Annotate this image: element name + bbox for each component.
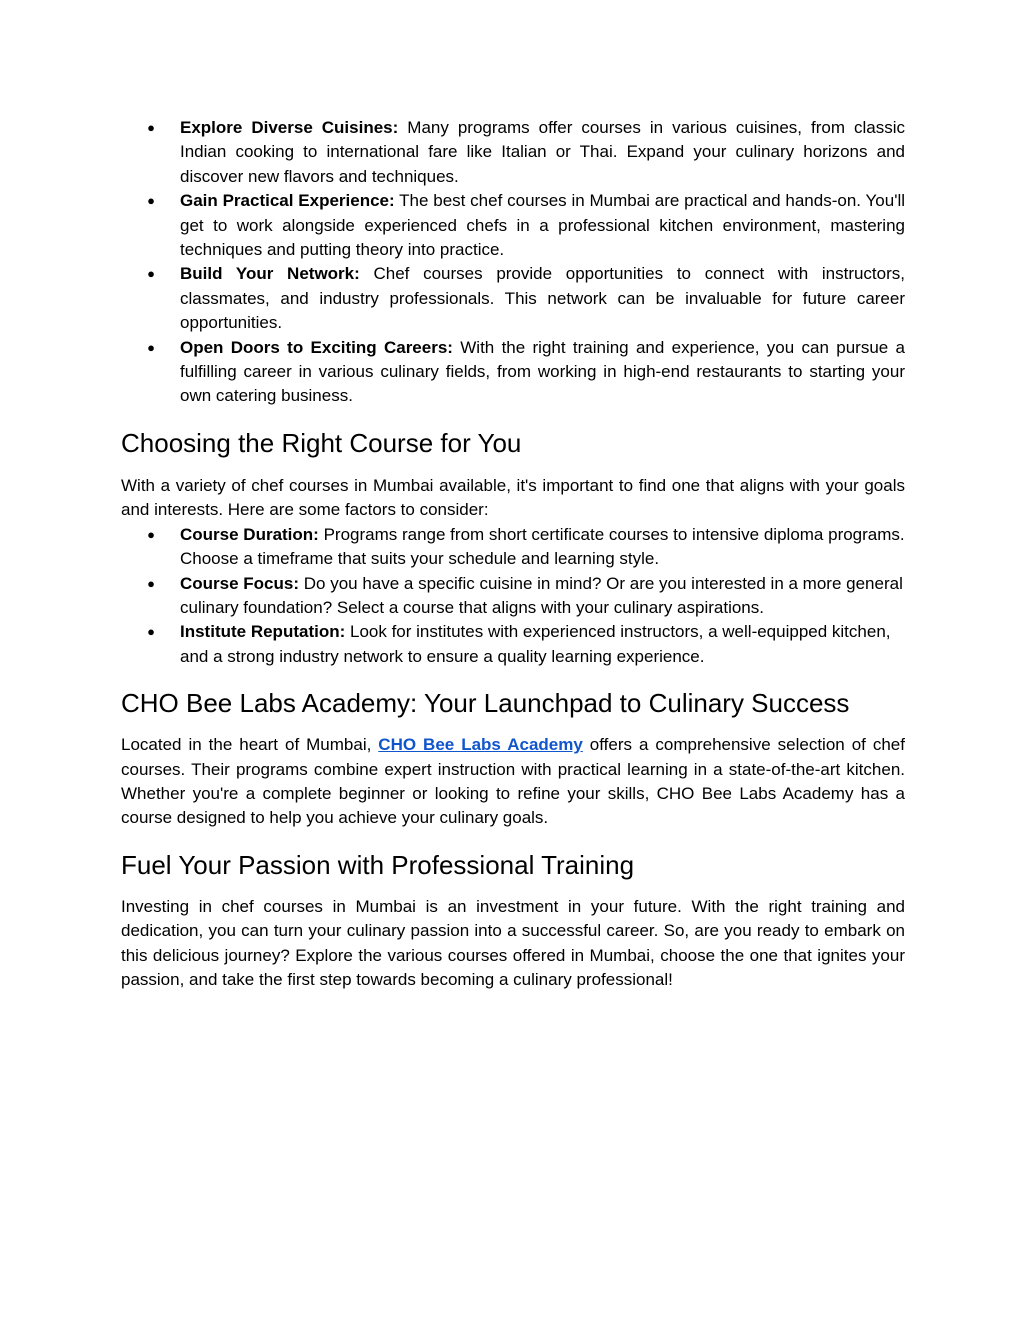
list-item-title: Open Doors to Exciting Careers: [180, 337, 453, 357]
list-item-text: Many programs offer courses in various cuisines, from classic Indian cooking to international fare like Italian or Thai. Expand your culinary horizons and discover new flavors and techniques. [180, 118, 905, 186]
bullet-icon: ● [147, 526, 155, 542]
list-item-text: Chef courses provide opportunities to connect with instructors, classmates, and industry professionals. This network can be invaluable for future career opportunities. [180, 264, 905, 333]
list-item-title: Explore Diverse Cuisines: [180, 118, 399, 137]
bullet-icon: ● [147, 575, 155, 591]
list-item-text: Look for institutes with experienced instructors, a well-equipped kitchen, and a strong industry network to ensure a quality learning experience. [180, 622, 891, 666]
list-item-title: Course Focus: [180, 573, 300, 593]
bullet-icon: ● [147, 193, 155, 209]
benefits-list [121, 116, 905, 409]
list-item-title: Course Duration: [180, 524, 319, 544]
list-item-text: The best chef courses in Mumbai are practical and hands-on. You'll get to work alongside experienced chefs in a professional kitchen environment, mastering techniques and putting theory into practice. [180, 191, 905, 260]
bullet-icon: ● [147, 624, 155, 640]
list-item [121, 336, 905, 409]
list-item [121, 262, 905, 335]
section-heading-fuel-your-passion: Fuel Your Passion with Professional Training [121, 849, 635, 880]
list-item [121, 572, 905, 621]
list-item-text: Do you have a specific cuisine in mind? Or are you interested in a more general culinary foundation? Select a course that aligns with your culinary aspirations. [180, 573, 903, 617]
fuel-paragraph: Investing in chef courses in Mumbai is an investment in your future. With the right training and dedication, you can turn your culinary passion into a successful career. So, are you ready to embark on this delicious journey? Explore the various courses offered in Mumbai, choose the one that ignites your passion, and take the first step towards becoming a culinary professional! [121, 896, 905, 989]
cho-text-after-link: offers a comprehensive selection of chef courses. Their programs combine expert instruction with practical learning in a state-of-the-art kitchen. Whether you're a complete beginner or looking to refine your skills, CHO Bee Labs Academy has a course designed to help you achieve your culinary goals. [121, 735, 905, 828]
choosing-intro-paragraph: With a variety of chef courses in Mumbai available, it's important to find one that aligns with your goals and interests. Here are some factors to consider: [121, 475, 905, 520]
list-item-text: With the right training and experience, you can pursue a fulfilling career in various culinary fields, from working in high-end restaurants to starting your own catering business. [180, 337, 905, 406]
list-item-title: Gain Practical Experience: [180, 191, 395, 211]
section-heading-cho-bee-labs: CHO Bee Labs Academy: Your Launchpad to Culinary Success [121, 688, 850, 719]
list-item-title: Institute Reputation: [180, 622, 346, 642]
bullet-icon: ● [147, 266, 155, 282]
list-item-title: Build Your Network: [180, 264, 360, 284]
bullet-icon: ● [147, 339, 155, 355]
section-heading-choosing: Choosing the Right Course for You [121, 427, 522, 458]
factors-list [121, 523, 905, 669]
document-page [121, 116, 905, 992]
cho-paragraph [121, 733, 905, 831]
cho-text-before-link: Located in the heart of Mumbai, [121, 735, 379, 755]
list-item [121, 523, 905, 572]
list-item [121, 116, 905, 189]
list-item-text: Programs range from short certificate courses to intensive diploma programs. Choose a timeframe that suits your schedule and learning style. [180, 524, 905, 569]
bullet-icon: ● [147, 120, 155, 135]
list-item [121, 189, 905, 262]
list-item [121, 620, 905, 669]
cho-bee-labs-academy-link[interactable]: CHO Bee Labs Academy [378, 735, 583, 755]
